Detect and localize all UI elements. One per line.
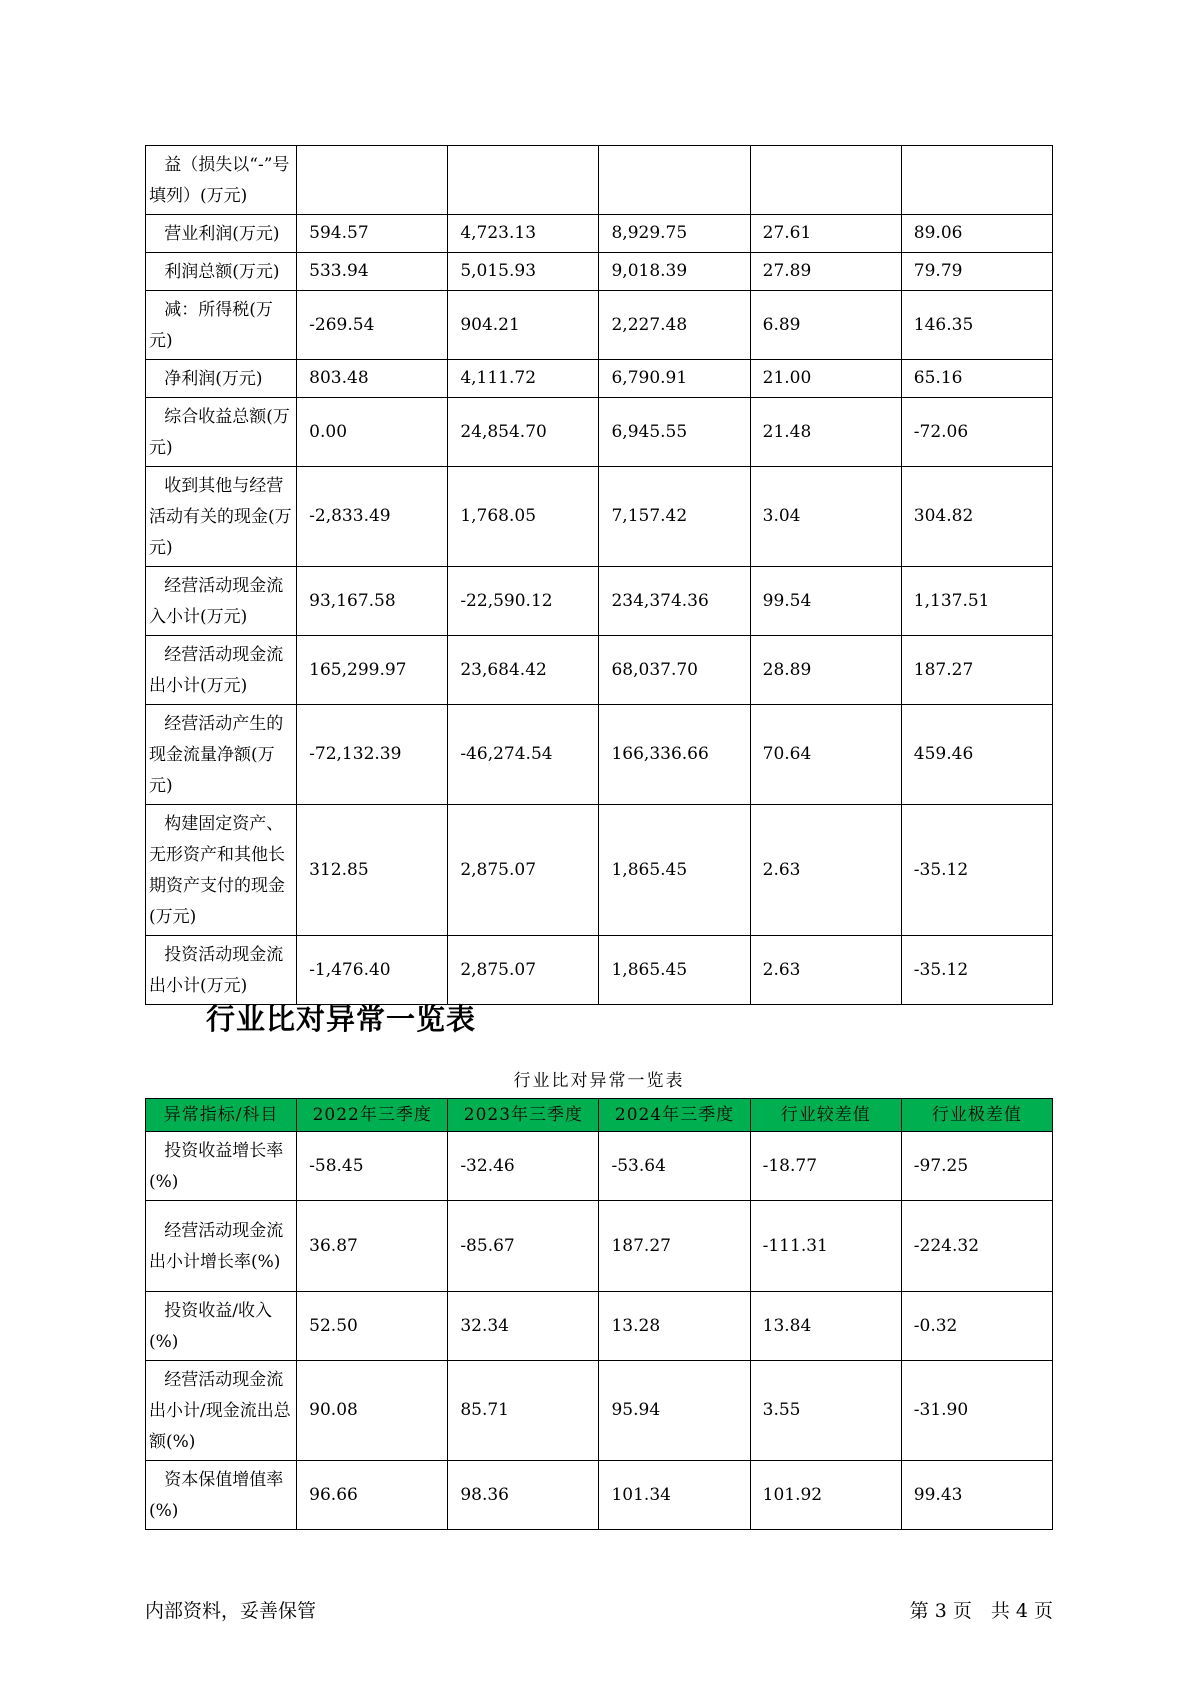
value-cell: 146.35 <box>901 291 1052 360</box>
value-cell: 533.94 <box>297 253 448 291</box>
value-cell: 27.89 <box>750 253 901 291</box>
table-row <box>146 253 1053 291</box>
value-cell: -18.77 <box>750 1132 901 1201</box>
table-row <box>146 215 1053 253</box>
table-row <box>146 805 1053 936</box>
value-cell: 904.21 <box>448 291 599 360</box>
value-cell: -32.46 <box>448 1132 599 1201</box>
value-cell <box>599 146 750 215</box>
value-cell: 89.06 <box>901 215 1052 253</box>
value-cell: 2.63 <box>750 936 901 1005</box>
header-cell-2024q3: 2024年三季度 <box>599 1099 750 1132</box>
value-cell: -85.67 <box>448 1201 599 1292</box>
header-cell-indicator: 异常指标/科目 <box>146 1099 297 1132</box>
row-label-cell: 投资收益增长率(%) <box>146 1132 297 1201</box>
row-label-cell: 净利润(万元) <box>146 360 297 398</box>
value-cell: -53.64 <box>599 1132 750 1201</box>
value-cell: 90.08 <box>297 1361 448 1461</box>
section-title: 行业比对异常一览表 <box>206 1002 477 1036</box>
table-caption: 行业比对异常一览表 <box>513 1071 685 1091</box>
header-cell-2022q3: 2022年三季度 <box>297 1099 448 1132</box>
value-cell: 96.66 <box>297 1461 448 1530</box>
value-cell: 65.16 <box>901 360 1052 398</box>
value-cell: 234,374.36 <box>599 567 750 636</box>
table-row <box>146 1361 1053 1461</box>
value-cell: 27.61 <box>750 215 901 253</box>
value-cell: 21.00 <box>750 360 901 398</box>
value-cell: 32.34 <box>448 1292 599 1361</box>
table-row <box>146 1132 1053 1201</box>
value-cell: 459.46 <box>901 705 1052 805</box>
value-cell: 7,157.42 <box>599 467 750 567</box>
value-cell: -111.31 <box>750 1201 901 1292</box>
value-cell: -1,476.40 <box>297 936 448 1005</box>
value-cell: -269.54 <box>297 291 448 360</box>
value-cell: 594.57 <box>297 215 448 253</box>
value-cell: -72.06 <box>901 398 1052 467</box>
value-cell: 187.27 <box>599 1201 750 1292</box>
value-cell: 99.54 <box>750 567 901 636</box>
row-label-cell: 利润总额(万元) <box>146 253 297 291</box>
value-cell: 165,299.97 <box>297 636 448 705</box>
table-header-row <box>146 1099 1053 1132</box>
value-cell: -224.32 <box>901 1201 1052 1292</box>
value-cell: 52.50 <box>297 1292 448 1361</box>
value-cell: 13.28 <box>599 1292 750 1361</box>
value-cell: 312.85 <box>297 805 448 936</box>
table-row <box>146 636 1053 705</box>
value-cell: 8,929.75 <box>599 215 750 253</box>
value-cell: 304.82 <box>901 467 1052 567</box>
row-label-cell: 资本保值增值率(%) <box>146 1461 297 1530</box>
table-row <box>146 1292 1053 1361</box>
value-cell: 6,945.55 <box>599 398 750 467</box>
value-cell: -58.45 <box>297 1132 448 1201</box>
row-label-cell: 经营活动现金流出小计(万元) <box>146 636 297 705</box>
row-label-cell: 经营活动产生的现金流量净额(万元) <box>146 705 297 805</box>
row-label-cell: 经营活动现金流出小计/现金流出总额(%) <box>146 1361 297 1461</box>
table-row <box>146 705 1053 805</box>
value-cell: 85.71 <box>448 1361 599 1461</box>
value-cell: 1,137.51 <box>901 567 1052 636</box>
value-cell: 99.43 <box>901 1461 1052 1530</box>
value-cell: 9,018.39 <box>599 253 750 291</box>
value-cell: 6.89 <box>750 291 901 360</box>
industry-anomaly-table <box>145 1098 1053 1530</box>
value-cell: 95.94 <box>599 1361 750 1461</box>
table-row <box>146 567 1053 636</box>
value-cell: -97.25 <box>901 1132 1052 1201</box>
table-row <box>146 1201 1053 1292</box>
row-label-cell: 经营活动现金流入小计(万元) <box>146 567 297 636</box>
value-cell: 2,875.07 <box>448 936 599 1005</box>
value-cell: 28.89 <box>750 636 901 705</box>
value-cell: 1,865.45 <box>599 936 750 1005</box>
value-cell: 101.34 <box>599 1461 750 1530</box>
value-cell: -35.12 <box>901 936 1052 1005</box>
table-row <box>146 360 1053 398</box>
value-cell: 5,015.93 <box>448 253 599 291</box>
row-label-cell: 投资活动现金流出小计(万元) <box>146 936 297 1005</box>
value-cell: 98.36 <box>448 1461 599 1530</box>
value-cell: -46,274.54 <box>448 705 599 805</box>
value-cell <box>901 146 1052 215</box>
value-cell <box>448 146 599 215</box>
value-cell: 1,768.05 <box>448 467 599 567</box>
value-cell: 23,684.42 <box>448 636 599 705</box>
table-row <box>146 291 1053 360</box>
value-cell: 166,336.66 <box>599 705 750 805</box>
row-label-cell: 收到其他与经营活动有关的现金(万元) <box>146 467 297 567</box>
value-cell: 0.00 <box>297 398 448 467</box>
row-label-cell: 益（损失以“-”号填列）(万元) <box>146 146 297 215</box>
value-cell <box>297 146 448 215</box>
value-cell: 93,167.58 <box>297 567 448 636</box>
header-cell-2023q3: 2023年三季度 <box>448 1099 599 1132</box>
table-row <box>146 467 1053 567</box>
row-label-cell: 营业利润(万元) <box>146 215 297 253</box>
footer-page-number: 第 3 页 共 4 页 <box>909 1600 1053 1622</box>
value-cell: 2,875.07 <box>448 805 599 936</box>
row-label-cell: 构建固定资产、无形资产和其他长期资产支付的现金(万元) <box>146 805 297 936</box>
row-label-cell: 投资收益/收入(%) <box>146 1292 297 1361</box>
value-cell: -35.12 <box>901 805 1052 936</box>
value-cell: 70.64 <box>750 705 901 805</box>
value-cell: 4,723.13 <box>448 215 599 253</box>
financial-table-body <box>146 146 1053 1005</box>
value-cell: 36.87 <box>297 1201 448 1292</box>
value-cell: -72,132.39 <box>297 705 448 805</box>
value-cell: 68,037.70 <box>599 636 750 705</box>
table-row <box>146 146 1053 215</box>
value-cell: 4,111.72 <box>448 360 599 398</box>
anomaly-table-body <box>146 1132 1053 1530</box>
row-label-cell: 综合收益总额(万元) <box>146 398 297 467</box>
value-cell: 13.84 <box>750 1292 901 1361</box>
value-cell: 3.55 <box>750 1361 901 1461</box>
value-cell: 101.92 <box>750 1461 901 1530</box>
value-cell: 6,790.91 <box>599 360 750 398</box>
header-cell-industry-extreme: 行业极差值 <box>901 1099 1052 1132</box>
value-cell: 24,854.70 <box>448 398 599 467</box>
table-row <box>146 1461 1053 1530</box>
footer-confidential-note: 内部资料，妥善保管 <box>145 1600 317 1622</box>
value-cell: 1,865.45 <box>599 805 750 936</box>
header-cell-industry-poor: 行业较差值 <box>750 1099 901 1132</box>
value-cell: 2.63 <box>750 805 901 936</box>
value-cell: 21.48 <box>750 398 901 467</box>
value-cell: -2,833.49 <box>297 467 448 567</box>
row-label-cell: 经营活动现金流出小计增长率(%) <box>146 1201 297 1292</box>
table-row <box>146 398 1053 467</box>
value-cell: -22,590.12 <box>448 567 599 636</box>
value-cell: 187.27 <box>901 636 1052 705</box>
value-cell: 3.04 <box>750 467 901 567</box>
value-cell: 79.79 <box>901 253 1052 291</box>
table-row <box>146 936 1053 1005</box>
value-cell: 803.48 <box>297 360 448 398</box>
value-cell: 2,227.48 <box>599 291 750 360</box>
financial-data-table <box>145 145 1053 1005</box>
value-cell: -0.32 <box>901 1292 1052 1361</box>
value-cell <box>750 146 901 215</box>
row-label-cell: 减：所得税(万元) <box>146 291 297 360</box>
value-cell: -31.90 <box>901 1361 1052 1461</box>
